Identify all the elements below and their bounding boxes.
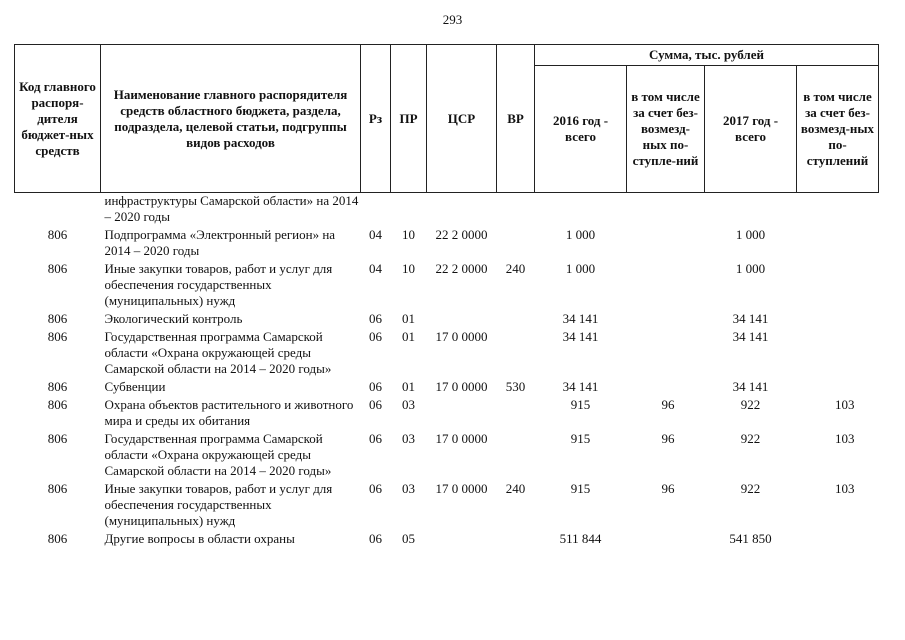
- table-row: [15, 429, 879, 479]
- row-csr: 17 0 0000: [435, 379, 488, 394]
- row-csr: [427, 395, 497, 429]
- row-incl-2017: [797, 377, 879, 395]
- row-code: 806: [47, 311, 68, 326]
- row-sum-2017: 541 850: [729, 531, 772, 546]
- row-rz: 04: [369, 227, 382, 242]
- row-pr: 01: [402, 329, 415, 344]
- row-name: инфраструктуры Самарской области» на 2014 – 2020 годы: [104, 193, 359, 224]
- page-number: 293: [442, 12, 463, 27]
- row-vr: 530: [505, 379, 526, 394]
- row-vr: [497, 327, 535, 377]
- row-rz: 06: [369, 329, 382, 344]
- row-incl-2017: [797, 529, 879, 547]
- row-incl-2016: [627, 193, 705, 226]
- row-pr: 03: [402, 397, 415, 412]
- row-incl-2017: 103: [835, 481, 855, 496]
- row-rz: 04: [369, 261, 382, 276]
- row-code: 806: [47, 481, 68, 496]
- row-incl-2016: 96: [661, 481, 675, 496]
- table-row: [15, 327, 879, 377]
- row-pr: 05: [402, 531, 415, 546]
- row-code: [15, 193, 101, 226]
- table-row: [15, 479, 879, 529]
- row-incl-2017: [797, 225, 879, 259]
- row-incl-2017: 103: [835, 431, 855, 446]
- row-incl-2016: [627, 309, 705, 327]
- row-sum-2017: 922: [740, 397, 761, 412]
- row-vr: [497, 225, 535, 259]
- row-pr: [391, 193, 427, 226]
- row-incl-2016: 96: [661, 431, 675, 446]
- row-sum-2017: 34 141: [732, 379, 769, 394]
- header-rz: Рз: [361, 45, 391, 193]
- header-incl-2017: в том числе за счет без-возмезд-ных по-ступлений: [797, 66, 879, 193]
- row-sum-2016: 915: [570, 431, 591, 446]
- row-sum-2016: [535, 193, 627, 226]
- row-sum-2017: 922: [740, 431, 761, 446]
- row-name: Субвенции: [104, 379, 166, 394]
- row-name: Охрана объектов растительного и животного мира и среды их обитания: [104, 397, 354, 428]
- header-vr: ВР: [497, 45, 535, 193]
- row-sum-2017: [705, 193, 797, 226]
- row-incl-2017: [797, 259, 879, 309]
- header-csr: ЦСР: [427, 45, 497, 193]
- row-sum-2017: 922: [740, 481, 761, 496]
- table-row: [15, 309, 879, 327]
- row-rz: 06: [369, 431, 382, 446]
- row-sum-2016: 915: [570, 481, 591, 496]
- row-incl-2016: [627, 225, 705, 259]
- row-csr: 22 2 0000: [435, 261, 488, 276]
- row-pr: 10: [402, 227, 415, 242]
- table-row: [15, 395, 879, 429]
- row-code: 806: [47, 397, 68, 412]
- row-csr: 17 0 0000: [435, 481, 488, 496]
- row-pr: 01: [402, 379, 415, 394]
- row-sum-2016: 34 141: [562, 311, 599, 326]
- row-rz: 06: [369, 531, 382, 546]
- row-incl-2017: [797, 327, 879, 377]
- row-pr: 03: [402, 481, 415, 496]
- budget-table: [14, 44, 879, 547]
- row-csr: [427, 529, 497, 547]
- row-incl-2016: [627, 259, 705, 309]
- row-incl-2017: [797, 309, 879, 327]
- row-vr: [497, 395, 535, 429]
- row-vr: 240: [505, 261, 526, 276]
- table-row: [15, 225, 879, 259]
- table-row: [15, 259, 879, 309]
- header-sum-group: Сумма, тыс. рублей: [535, 45, 879, 66]
- row-name: Иные закупки товаров, работ и услуг для обеспечения государственных (муниципальных) нужд: [104, 481, 333, 528]
- row-incl-2016: [627, 327, 705, 377]
- row-csr: [427, 193, 497, 226]
- header-name: Наименование главного распорядителя средств областного бюджета, раздела, подраздела, целевой статьи, подгруппы видов расходов: [101, 45, 361, 193]
- row-sum-2017: 34 141: [732, 329, 769, 344]
- row-incl-2016: [627, 529, 705, 547]
- row-sum-2017: 1 000: [735, 227, 766, 242]
- row-name: Иные закупки товаров, работ и услуг для обеспечения государственных (муниципальных) нужд: [104, 261, 333, 308]
- row-incl-2016: 96: [661, 397, 675, 412]
- row-code: 806: [47, 261, 68, 276]
- header-sum-2017: 2017 год - всего: [705, 66, 797, 193]
- row-name: Экологический контроль: [104, 311, 243, 326]
- row-code: 806: [47, 431, 68, 446]
- row-name: Другие вопросы в области охраны: [104, 531, 295, 546]
- row-name: Подпрограмма «Электронный регион» на 2014 – 2020 годы: [104, 227, 336, 258]
- row-csr: 17 0 0000: [435, 329, 488, 344]
- row-sum-2016: 34 141: [562, 379, 599, 394]
- row-vr: [497, 193, 535, 226]
- row-csr: [427, 309, 497, 327]
- row-incl-2016: [627, 377, 705, 395]
- row-name: Государственная программа Самарской области «Охрана окружающей среды Самарской области на 2014 – 2020 годы»: [104, 329, 332, 376]
- row-incl-2017: [797, 193, 879, 226]
- table-row: [15, 377, 879, 395]
- row-code: 806: [47, 531, 68, 546]
- row-sum-2016: 915: [570, 397, 591, 412]
- row-sum-2016: 511 844: [559, 531, 602, 546]
- header-sum-2016: 2016 год - всего: [535, 66, 627, 193]
- row-code: 806: [47, 329, 68, 344]
- row-vr: [497, 429, 535, 479]
- row-sum-2017: 1 000: [735, 261, 766, 276]
- row-pr: 03: [402, 431, 415, 446]
- row-rz: 06: [369, 397, 382, 412]
- table-header: [15, 45, 879, 193]
- row-vr: [497, 309, 535, 327]
- row-pr: 01: [402, 311, 415, 326]
- row-code: 806: [47, 227, 68, 242]
- row-sum-2016: 1 000: [565, 227, 596, 242]
- row-vr: [497, 529, 535, 547]
- row-code: 806: [47, 379, 68, 394]
- row-sum-2016: 1 000: [565, 261, 596, 276]
- row-csr: 22 2 0000: [435, 227, 488, 242]
- row-name: Государственная программа Самарской области «Охрана окружающей среды Самарской области на 2014 – 2020 годы»: [104, 431, 332, 478]
- header-incl-2016: в том числе за счет без-возмезд-ных по-ступле-ний: [627, 66, 705, 193]
- header-pr: ПР: [391, 45, 427, 193]
- row-pr: 10: [402, 261, 415, 276]
- row-incl-2017: 103: [835, 397, 855, 412]
- table-row: [15, 529, 879, 547]
- row-sum-2017: 34 141: [732, 311, 769, 326]
- header-code: Код главного распоря-дителя бюджет-ных средств: [15, 45, 101, 193]
- row-csr: 17 0 0000: [435, 431, 488, 446]
- row-rz: 06: [369, 379, 382, 394]
- row-sum-2016: 34 141: [562, 329, 599, 344]
- row-rz: 06: [369, 311, 382, 326]
- table-body: [15, 193, 879, 548]
- table-row: [15, 193, 879, 226]
- row-rz: 06: [369, 481, 382, 496]
- row-vr: 240: [505, 481, 526, 496]
- row-rz: [361, 193, 391, 226]
